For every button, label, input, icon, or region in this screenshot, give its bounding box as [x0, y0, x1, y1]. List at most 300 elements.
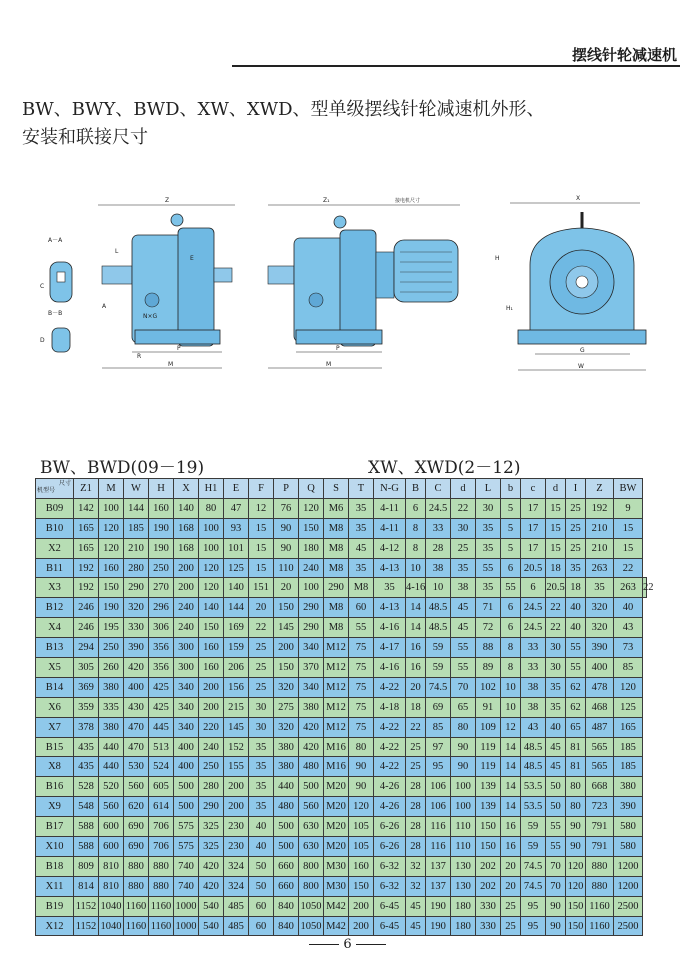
value-cell: 22	[249, 618, 274, 638]
dim-a-label: A	[102, 303, 107, 310]
value-cell: 35	[349, 498, 374, 518]
value-cell: 324	[224, 876, 249, 896]
value-cell: 120	[99, 518, 124, 538]
value-cell: 485	[224, 916, 249, 936]
model-cell: B12	[36, 598, 74, 618]
table-row	[36, 638, 647, 658]
value-cell: 95	[426, 757, 451, 777]
page-title-line-1: BW、BWY、BWD、XW、XWD、型单级摆线针轮减速机外形、	[22, 99, 545, 120]
value-cell: 100	[451, 777, 476, 797]
value-cell: 300	[174, 658, 199, 678]
value-cell: 48.5	[426, 598, 451, 618]
value-cell: 144	[124, 498, 149, 518]
value-cell: 1160	[124, 896, 149, 916]
value-cell: 180	[299, 538, 324, 558]
value-cell: 5	[501, 518, 521, 538]
value-cell: 25	[566, 518, 586, 538]
value-cell: 290	[124, 578, 149, 598]
value-cell: 90	[274, 538, 299, 558]
table-row	[36, 558, 647, 578]
table-row	[36, 856, 647, 876]
value-cell: 30	[476, 498, 501, 518]
motor-size-label: 接电机尺寸	[395, 198, 421, 204]
value-cell: 270	[149, 578, 174, 598]
value-cell: 480	[274, 797, 299, 817]
value-cell: 470	[124, 737, 149, 757]
value-cell: 100	[451, 797, 476, 817]
value-cell: 55	[501, 578, 521, 598]
model-cell: X2	[36, 538, 74, 558]
value-cell: 20	[501, 856, 521, 876]
value-cell: 192	[586, 498, 614, 518]
reducer-front-view	[495, 195, 646, 370]
value-cell: 55	[566, 658, 586, 678]
value-cell: 160	[149, 498, 174, 518]
dim-c-label: C	[40, 283, 45, 290]
value-cell: 38	[426, 558, 451, 578]
column-header: H1	[199, 479, 224, 499]
value-cell: 250	[199, 757, 224, 777]
value-cell: 75	[349, 717, 374, 737]
value-cell: 150	[476, 817, 501, 837]
value-cell: 60	[349, 598, 374, 618]
value-cell: 50	[546, 777, 566, 797]
value-cell: 125	[224, 558, 249, 578]
column-header: W	[124, 479, 149, 499]
table-row	[36, 618, 647, 638]
table-row	[36, 777, 647, 797]
value-cell: 59	[426, 658, 451, 678]
dim-nxg-label: N×G	[143, 313, 158, 320]
value-cell: M30	[324, 856, 349, 876]
value-cell: 880	[124, 856, 149, 876]
value-cell: 185	[614, 737, 643, 757]
value-cell: 116	[426, 817, 451, 837]
value-cell: 390	[614, 797, 643, 817]
value-cell: M42	[324, 916, 349, 936]
value-cell: 513	[149, 737, 174, 757]
value-cell: 420	[299, 717, 324, 737]
value-cell: 4-13	[374, 558, 406, 578]
value-cell: 306	[149, 618, 174, 638]
value-cell: 880	[149, 856, 174, 876]
value-cell: 76	[274, 498, 299, 518]
model-cell: X10	[36, 837, 74, 857]
dim-r-label: R	[137, 353, 142, 360]
value-cell: M8	[324, 618, 349, 638]
value-cell: 120	[199, 578, 224, 598]
value-cell: 356	[149, 658, 174, 678]
value-cell: 359	[74, 697, 99, 717]
column-header: F	[249, 479, 274, 499]
value-cell: 10	[501, 677, 521, 697]
value-cell: 24.5	[426, 498, 451, 518]
dim-p2-label: P	[336, 345, 340, 352]
value-cell: 560	[124, 777, 149, 797]
value-cell: M12	[324, 717, 349, 737]
value-cell: 55	[566, 638, 586, 658]
value-cell: 71	[476, 598, 501, 618]
value-cell: 230	[224, 837, 249, 857]
value-cell: 88	[476, 638, 501, 658]
table-row	[36, 837, 647, 857]
column-header: T	[349, 479, 374, 499]
value-cell: 139	[476, 797, 501, 817]
model-cell: B13	[36, 638, 74, 658]
value-cell: 75	[349, 658, 374, 678]
model-cell: B11	[36, 558, 74, 578]
dim-g-label: G	[580, 347, 585, 354]
value-cell: 6-45	[374, 916, 406, 936]
value-cell: 240	[174, 598, 199, 618]
value-cell: 30	[249, 717, 274, 737]
dim-h-label: H	[495, 255, 500, 262]
value-cell: 50	[546, 797, 566, 817]
value-cell: 150	[274, 658, 299, 678]
value-cell: 145	[224, 717, 249, 737]
value-cell: 139	[476, 777, 501, 797]
value-cell: 192	[74, 558, 99, 578]
value-cell: 35	[249, 777, 274, 797]
value-cell: 487	[586, 717, 614, 737]
value-cell: 28	[406, 837, 426, 857]
value-cell: 380	[99, 677, 124, 697]
value-cell: 1160	[149, 896, 174, 916]
value-cell: 668	[586, 777, 614, 797]
value-cell: 100	[299, 578, 324, 598]
value-cell: 4-16	[406, 578, 426, 598]
value-cell: 18	[406, 697, 426, 717]
table-row	[36, 817, 647, 837]
value-cell: 85	[614, 658, 643, 678]
value-cell: 20	[501, 876, 521, 896]
dim-m2-label: M	[326, 361, 332, 368]
table-row	[36, 677, 647, 697]
value-cell: 190	[426, 896, 451, 916]
value-cell: 80	[451, 717, 476, 737]
value-cell: 300	[174, 638, 199, 658]
value-cell: 4-11	[374, 518, 406, 538]
table-row	[36, 757, 647, 777]
value-cell: 4-16	[374, 658, 406, 678]
value-cell: 20	[406, 677, 426, 697]
value-cell: 18	[566, 578, 586, 598]
value-cell: 1160	[586, 896, 614, 916]
value-cell: 8	[406, 538, 426, 558]
value-cell: 20.5	[546, 578, 566, 598]
value-cell: 250	[99, 638, 124, 658]
value-cell: 200	[224, 797, 249, 817]
value-cell: 330	[476, 896, 501, 916]
value-cell: 120	[199, 558, 224, 578]
value-cell: 524	[149, 757, 174, 777]
value-cell: 45	[406, 896, 426, 916]
value-cell: 10	[501, 697, 521, 717]
value-cell: 290	[299, 618, 324, 638]
value-cell: 62	[566, 697, 586, 717]
value-cell: 1200	[614, 856, 643, 876]
value-cell: 38	[521, 697, 546, 717]
dim-z1-label: Z₁	[323, 197, 330, 204]
corner-top-label: 尺寸	[58, 481, 71, 488]
value-cell: 500	[174, 777, 199, 797]
value-cell: 305	[74, 658, 99, 678]
value-cell: 356	[149, 638, 174, 658]
table-row	[36, 578, 647, 598]
column-header: S	[324, 479, 349, 499]
table-row	[36, 658, 647, 678]
value-cell: 500	[174, 797, 199, 817]
value-cell: 380	[274, 737, 299, 757]
value-cell: 600	[99, 837, 124, 857]
value-cell: 1152	[74, 916, 99, 936]
value-cell: 25	[566, 498, 586, 518]
value-cell: 4-13	[374, 598, 406, 618]
value-cell: 14	[501, 777, 521, 797]
value-cell: 110	[274, 558, 299, 578]
value-cell: 90	[349, 777, 374, 797]
value-cell: 8	[501, 658, 521, 678]
value-cell: 30	[546, 658, 566, 678]
value-cell: 35	[476, 518, 501, 538]
value-cell: 119	[476, 737, 501, 757]
value-cell: 160	[199, 658, 224, 678]
value-cell: 380	[99, 717, 124, 737]
value-cell: 1050	[299, 916, 324, 936]
value-cell: 4-22	[374, 677, 406, 697]
value-cell: 110	[451, 817, 476, 837]
value-cell: 791	[586, 837, 614, 857]
value-cell: 1200	[614, 876, 643, 896]
value-cell: 120	[566, 856, 586, 876]
value-cell: 155	[224, 757, 249, 777]
value-cell: 10	[406, 558, 426, 578]
value-cell: 150	[566, 896, 586, 916]
dim-x-label: X	[576, 195, 581, 202]
value-cell: 140	[224, 578, 249, 598]
value-cell: 200	[274, 638, 299, 658]
value-cell: 33	[521, 658, 546, 678]
value-cell: 101	[224, 538, 249, 558]
value-cell: 130	[451, 876, 476, 896]
model-cell: X5	[36, 658, 74, 678]
value-cell: 16	[406, 638, 426, 658]
value-cell: 35	[249, 797, 274, 817]
value-cell: 1160	[149, 916, 174, 936]
value-cell: 548	[74, 797, 99, 817]
value-cell: 320	[274, 717, 299, 737]
value-cell: 90	[451, 757, 476, 777]
value-cell: 1040	[99, 896, 124, 916]
value-cell: 294	[74, 638, 99, 658]
value-cell: M42	[324, 896, 349, 916]
value-cell: 17	[521, 498, 546, 518]
value-cell: 50	[249, 856, 274, 876]
value-cell: M12	[324, 697, 349, 717]
value-cell: 420	[299, 737, 324, 757]
value-cell: 690	[124, 837, 149, 857]
value-cell: 120	[99, 538, 124, 558]
value-cell: 25	[406, 737, 426, 757]
value-cell: 140	[199, 598, 224, 618]
value-cell: 25	[249, 677, 274, 697]
value-cell: M16	[324, 737, 349, 757]
value-cell: 320	[274, 677, 299, 697]
value-cell: 280	[124, 558, 149, 578]
value-cell: M16	[324, 757, 349, 777]
value-cell: 1040	[99, 916, 124, 936]
value-cell: 240	[199, 737, 224, 757]
value-cell: 370	[299, 658, 324, 678]
section-views	[40, 237, 72, 352]
value-cell: 180	[451, 896, 476, 916]
value-cell: 33	[521, 638, 546, 658]
value-cell: 89	[476, 658, 501, 678]
table-row	[36, 598, 647, 618]
value-cell: 43	[521, 717, 546, 737]
column-header: I	[566, 479, 586, 499]
model-cell: X8	[36, 757, 74, 777]
value-cell: 25	[249, 658, 274, 678]
column-header: B	[406, 479, 426, 499]
value-cell: 468	[586, 697, 614, 717]
model-cell: X11	[36, 876, 74, 896]
value-cell: 150	[476, 837, 501, 857]
value-cell: 160	[199, 638, 224, 658]
value-cell: 70	[451, 677, 476, 697]
value-cell: 35	[476, 578, 501, 598]
value-cell: 263	[586, 558, 614, 578]
value-cell: 100	[199, 538, 224, 558]
value-cell: 130	[451, 856, 476, 876]
table-row	[36, 896, 647, 916]
value-cell: 200	[199, 697, 224, 717]
value-cell: 25	[451, 538, 476, 558]
value-cell: 2500	[614, 916, 643, 936]
value-cell: 565	[586, 737, 614, 757]
value-cell: 53.5	[521, 797, 546, 817]
value-cell: 4-12	[374, 538, 406, 558]
value-cell: 614	[149, 797, 174, 817]
value-cell: 28	[426, 538, 451, 558]
value-cell: 588	[74, 817, 99, 837]
value-cell: 17	[521, 518, 546, 538]
table-corner-cell	[36, 479, 74, 499]
value-cell: 420	[199, 876, 224, 896]
value-cell: M8	[324, 598, 349, 618]
dim-m-label: M	[168, 361, 174, 368]
value-cell: 43	[614, 618, 643, 638]
value-cell: 102	[476, 677, 501, 697]
value-cell: 35	[249, 757, 274, 777]
value-cell: 190	[149, 538, 174, 558]
dim-h1-label: H₁	[506, 305, 513, 312]
value-cell: 22	[643, 578, 647, 598]
value-cell: 320	[124, 598, 149, 618]
value-cell: 378	[74, 717, 99, 737]
value-cell: 150	[274, 598, 299, 618]
value-cell: 150	[99, 578, 124, 598]
value-cell: 185	[124, 518, 149, 538]
value-cell: 48.5	[521, 737, 546, 757]
value-cell: 25	[406, 757, 426, 777]
value-cell: 15	[546, 518, 566, 538]
value-cell: 320	[586, 598, 614, 618]
value-cell: 296	[149, 598, 174, 618]
value-cell: 840	[274, 916, 299, 936]
value-cell: 6-45	[374, 896, 406, 916]
table-body	[36, 498, 654, 936]
column-header: P	[274, 479, 299, 499]
value-cell: 55	[476, 558, 501, 578]
value-cell: 35	[349, 558, 374, 578]
value-cell: 106	[426, 777, 451, 797]
dim-d-label: D	[40, 337, 45, 344]
page-title-line-2: 安装和联接尺寸	[22, 127, 148, 148]
value-cell: 528	[74, 777, 99, 797]
value-cell: 140	[174, 498, 199, 518]
value-cell: 150	[349, 876, 374, 896]
value-cell: 500	[299, 777, 324, 797]
value-cell: 400	[586, 658, 614, 678]
dim-l-label: L	[115, 248, 119, 255]
value-cell: 520	[99, 777, 124, 797]
value-cell: 14	[406, 618, 426, 638]
value-cell: 10	[426, 578, 451, 598]
value-cell: 55	[451, 638, 476, 658]
value-cell: 290	[324, 578, 349, 598]
value-cell: 210	[586, 538, 614, 558]
value-cell: 380	[614, 777, 643, 797]
value-cell: 150	[566, 916, 586, 936]
value-cell: 50	[249, 876, 274, 896]
value-cell: 740	[174, 876, 199, 896]
value-cell: 14	[501, 737, 521, 757]
column-header: c	[521, 479, 546, 499]
value-cell: 330	[476, 916, 501, 936]
value-cell: 22	[614, 558, 643, 578]
value-cell: 340	[174, 717, 199, 737]
value-cell: 90	[566, 817, 586, 837]
value-cell: 6	[501, 618, 521, 638]
value-cell: 35	[566, 558, 586, 578]
value-cell: 40	[566, 598, 586, 618]
column-header: H	[149, 479, 174, 499]
value-cell: 65	[566, 717, 586, 737]
value-cell: 40	[249, 837, 274, 857]
value-cell: 48.5	[426, 618, 451, 638]
value-cell: 605	[149, 777, 174, 797]
value-cell: M8	[324, 538, 349, 558]
value-cell: 72	[476, 618, 501, 638]
value-cell: 200	[199, 677, 224, 697]
value-cell: 210	[124, 538, 149, 558]
subtitle-bw-series: BW、BWD(09－19)	[40, 458, 205, 478]
value-cell: 97	[426, 737, 451, 757]
value-cell: 8	[406, 518, 426, 538]
value-cell: 119	[476, 757, 501, 777]
table-row	[36, 498, 647, 518]
value-cell: 195	[99, 618, 124, 638]
table-row	[36, 518, 647, 538]
value-cell: 6-32	[374, 876, 406, 896]
value-cell: 540	[199, 916, 224, 936]
value-cell: 45	[406, 916, 426, 936]
value-cell: 425	[149, 697, 174, 717]
value-cell: 20	[274, 578, 299, 598]
value-cell: 320	[586, 618, 614, 638]
column-header: L	[476, 479, 501, 499]
